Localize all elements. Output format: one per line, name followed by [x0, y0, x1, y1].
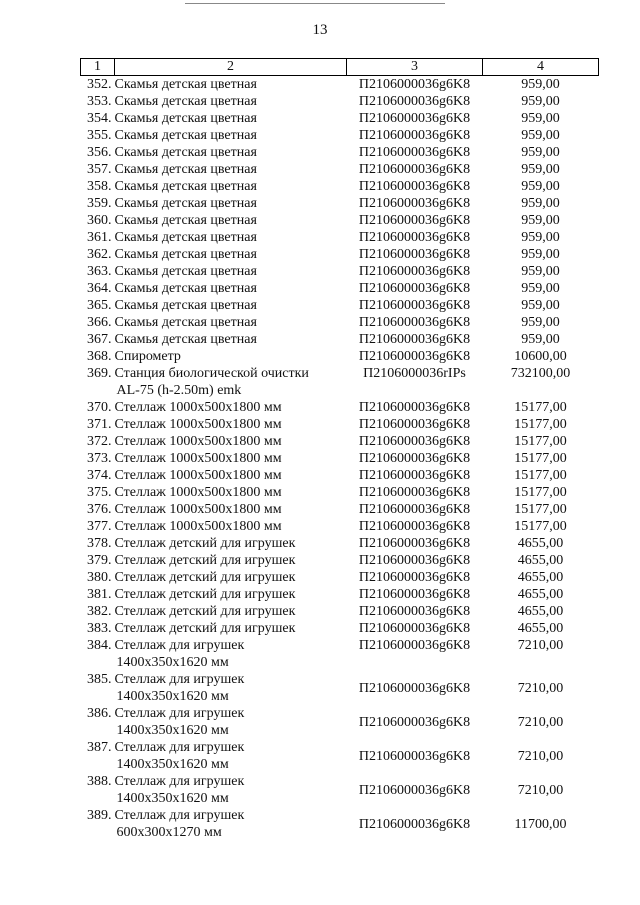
- item-name-cell: [115, 671, 347, 705]
- price: 4655,00: [517, 553, 564, 568]
- item-name: Скамья детская цветная: [114, 247, 257, 262]
- inventory-code: П2106000036g6K8: [358, 179, 471, 194]
- price: 15177,00: [514, 451, 567, 466]
- item-name: Стеллаж детский для игрушек: [114, 536, 296, 551]
- item-name: Стеллаж для игрушек: [114, 774, 245, 789]
- table-row: [81, 705, 599, 739]
- row-number: 389.: [87, 808, 112, 823]
- price: 15177,00: [514, 485, 567, 500]
- price: 959,00: [521, 196, 560, 211]
- item-name: Спирометр: [114, 349, 181, 364]
- row-number: 382.: [87, 604, 112, 619]
- inventory-code: П2106000036g6K8: [358, 782, 471, 798]
- item-name: Скамья детская цветная: [114, 94, 257, 109]
- price: 15177,00: [514, 400, 567, 415]
- row-number: 367.: [87, 332, 112, 347]
- column-header-number: 1: [81, 59, 115, 76]
- inventory-code: П2106000036g6K8: [358, 77, 471, 92]
- item-name-cell: [115, 586, 347, 603]
- row-number: 385.: [87, 672, 112, 687]
- item-name-continued: 1400х350х1620 мм: [116, 757, 229, 772]
- price: 15177,00: [514, 519, 567, 534]
- table-row: [81, 195, 599, 212]
- price: 7210,00: [517, 782, 564, 798]
- inventory-code: П2106000036g6K8: [358, 451, 471, 466]
- inventory-code: П2106000036g6K8: [358, 638, 471, 653]
- item-name-cell: [115, 178, 347, 195]
- inventory-code: П2106000036g6K8: [358, 264, 471, 279]
- item-name-cell: [115, 195, 347, 212]
- item-name-cell: [115, 569, 347, 586]
- row-number: 362.: [87, 247, 112, 262]
- inventory-code: П2106000036g6K8: [358, 298, 471, 313]
- inventory-code: П2106000036g6K8: [358, 145, 471, 160]
- inventory-code: П2106000036g6K8: [358, 230, 471, 245]
- row-number: 370.: [87, 400, 112, 415]
- table-row: [81, 110, 599, 127]
- table-row: [81, 739, 599, 773]
- price: 11700,00: [514, 816, 567, 832]
- item-name: Стеллаж 1000х500х1800 мм: [114, 434, 282, 449]
- table-row: [81, 76, 599, 94]
- price: 15177,00: [514, 468, 567, 483]
- item-name: Стеллаж для игрушек: [114, 672, 245, 687]
- inventory-code: П2106000036g6K8: [358, 816, 471, 832]
- inventory-code: П2106000036g6K8: [358, 213, 471, 228]
- row-number: 384.: [87, 638, 112, 653]
- item-name: Скамья детская цветная: [114, 196, 257, 211]
- item-name-continued: 600х300х1270 мм: [116, 825, 222, 840]
- item-name-cell: [115, 552, 347, 569]
- row-number: 383.: [87, 621, 112, 636]
- inventory-code: П2106000036g6K8: [358, 281, 471, 296]
- column-header-code: 3: [347, 59, 483, 76]
- table-row: [81, 586, 599, 603]
- item-name: Скамья детская цветная: [114, 230, 257, 245]
- row-number: 369.: [87, 366, 112, 381]
- table-body: [81, 76, 599, 842]
- table-row: [81, 416, 599, 433]
- item-name-cell: [115, 433, 347, 450]
- item-name: Стеллаж для игрушек: [114, 706, 245, 721]
- row-number: 359.: [87, 196, 112, 211]
- row-number: 368.: [87, 349, 112, 364]
- inventory-code: П2106000036g6K8: [358, 748, 471, 764]
- inventory-code: П2106000036g6K8: [358, 417, 471, 432]
- item-name-cell: [115, 705, 347, 739]
- row-number: 355.: [87, 128, 112, 143]
- item-name-cell: [115, 76, 347, 94]
- item-name: Стеллаж 1000х500х1800 мм: [114, 451, 282, 466]
- row-number: 381.: [87, 587, 112, 602]
- price: 959,00: [521, 128, 560, 143]
- price: 959,00: [521, 281, 560, 296]
- item-name: Скамья детская цветная: [114, 128, 257, 143]
- item-name-cell: [115, 212, 347, 229]
- item-name-cell: [115, 348, 347, 365]
- row-number: 363.: [87, 264, 112, 279]
- item-name: Скамья детская цветная: [114, 298, 257, 313]
- inventory-code: П2106000036g6K8: [358, 485, 471, 500]
- item-name-cell: [115, 484, 347, 501]
- row-number: 379.: [87, 553, 112, 568]
- column-header-name: 2: [115, 59, 347, 76]
- price: 959,00: [521, 230, 560, 245]
- inventory-code: П2106000036g6K8: [358, 570, 471, 585]
- row-number: 357.: [87, 162, 112, 177]
- price: 15177,00: [514, 434, 567, 449]
- row-number: 365.: [87, 298, 112, 313]
- item-name: Стеллаж 1000х500х1800 мм: [114, 468, 282, 483]
- item-name: Скамья детская цветная: [114, 111, 257, 126]
- item-name-cell: [115, 620, 347, 637]
- item-name: Стеллаж для игрушек: [114, 740, 245, 755]
- inventory-code: П2106000036g6K8: [358, 621, 471, 636]
- item-name-cell: [115, 450, 347, 467]
- inventory-code: П2106000036g6K8: [358, 519, 471, 534]
- table-row: [81, 467, 599, 484]
- table-header-row: [81, 59, 599, 76]
- table-row: [81, 297, 599, 314]
- row-number: 380.: [87, 570, 112, 585]
- table-row: [81, 178, 599, 195]
- price: 4655,00: [517, 587, 564, 602]
- table-row: [81, 331, 599, 348]
- table-row: [81, 773, 599, 807]
- item-name-cell: [115, 246, 347, 263]
- price: 4655,00: [517, 536, 564, 551]
- table-row: [81, 518, 599, 535]
- item-name: Скамья детская цветная: [114, 77, 257, 92]
- table-row: [81, 603, 599, 620]
- item-name: Стеллаж 1000х500х1800 мм: [114, 485, 282, 500]
- item-name: Скамья детская цветная: [114, 332, 257, 347]
- row-number: 356.: [87, 145, 112, 160]
- row-number: 387.: [87, 740, 112, 755]
- table-row: [81, 569, 599, 586]
- table-row: [81, 246, 599, 263]
- row-number: 373.: [87, 451, 112, 466]
- item-name-cell: [115, 637, 347, 671]
- price: 959,00: [521, 77, 560, 92]
- price: 7210,00: [517, 638, 564, 653]
- price: 959,00: [521, 213, 560, 228]
- item-name: Скамья детская цветная: [114, 162, 257, 177]
- table-row: [81, 484, 599, 501]
- item-name-continued: 1400х350х1620 мм: [116, 791, 229, 806]
- item-name: Стеллаж 1000х500х1800 мм: [114, 502, 282, 517]
- inventory-code: П2106000036rIPs: [363, 366, 466, 381]
- row-number: 376.: [87, 502, 112, 517]
- item-name-cell: [115, 501, 347, 518]
- item-name: Стеллаж детский для игрушек: [114, 621, 296, 636]
- item-name-cell: [115, 280, 347, 297]
- table-row: [81, 127, 599, 144]
- item-name-cell: [115, 739, 347, 773]
- price: 959,00: [521, 247, 560, 262]
- inventory-code: П2106000036g6K8: [358, 128, 471, 143]
- item-name-cell: [115, 518, 347, 535]
- table-row: [81, 399, 599, 416]
- price: 959,00: [521, 332, 560, 347]
- item-name-cell: [115, 297, 347, 314]
- page-number: 13: [312, 22, 328, 38]
- table-row: [81, 620, 599, 637]
- row-number: 374.: [87, 468, 112, 483]
- table-row: [81, 263, 599, 280]
- item-name-cell: [115, 144, 347, 161]
- inventory-code: П2106000036g6K8: [358, 111, 471, 126]
- item-name: Стеллаж детский для игрушек: [114, 553, 296, 568]
- item-name-cell: [115, 263, 347, 280]
- inventory-code: П2106000036g6K8: [358, 400, 471, 415]
- price: 4655,00: [517, 604, 564, 619]
- item-name-cell: [115, 161, 347, 178]
- table-row: [81, 535, 599, 552]
- item-name: Стеллаж детский для игрушек: [114, 587, 296, 602]
- table-row: [81, 807, 599, 841]
- item-name: Стеллаж детский для игрушек: [114, 604, 296, 619]
- table-row: [81, 93, 599, 110]
- item-name: Скамья детская цветная: [114, 264, 257, 279]
- row-number: 361.: [87, 230, 112, 245]
- inventory-table: [80, 58, 599, 841]
- item-name-cell: [115, 535, 347, 552]
- table-row: [81, 280, 599, 297]
- price: 959,00: [521, 94, 560, 109]
- table-row: [81, 501, 599, 518]
- item-name-cell: [115, 127, 347, 144]
- price: 10600,00: [514, 349, 567, 364]
- inventory-code: П2106000036g6K8: [358, 536, 471, 551]
- item-name-continued: 1400х350х1620 мм: [116, 689, 229, 704]
- row-number: 353.: [87, 94, 112, 109]
- row-number: 352.: [87, 77, 112, 92]
- price: 959,00: [521, 162, 560, 177]
- table-row: [81, 348, 599, 365]
- item-name: Скамья детская цветная: [114, 281, 257, 296]
- item-name: Стеллаж 1000х500х1800 мм: [114, 417, 282, 432]
- item-name-cell: [115, 416, 347, 433]
- item-name: Стеллаж для игрушек: [114, 808, 245, 823]
- item-name-cell: [115, 603, 347, 620]
- price: 959,00: [521, 264, 560, 279]
- table-row: [81, 314, 599, 331]
- price: 15177,00: [514, 417, 567, 432]
- table-row: [81, 433, 599, 450]
- item-name: Скамья детская цветная: [114, 213, 257, 228]
- table-row: [81, 552, 599, 569]
- table-row: [81, 365, 599, 399]
- item-name-cell: [115, 229, 347, 246]
- row-number: 375.: [87, 485, 112, 500]
- price: 959,00: [521, 111, 560, 126]
- inventory-code: П2106000036g6K8: [358, 434, 471, 449]
- table-row: [81, 229, 599, 246]
- price: 7210,00: [517, 680, 564, 696]
- item-name-cell: [115, 467, 347, 484]
- row-number: 371.: [87, 417, 112, 432]
- column-header-price: 4: [483, 59, 599, 76]
- table-row: [81, 161, 599, 178]
- inventory-code: П2106000036g6K8: [358, 604, 471, 619]
- item-name-cell: [115, 399, 347, 416]
- inventory-code: П2106000036g6K8: [358, 349, 471, 364]
- table-row: [81, 637, 599, 671]
- item-name-cell: [115, 93, 347, 110]
- item-name-continued: AL-75 (h-2.50m) emk: [116, 383, 242, 398]
- row-number: 372.: [87, 434, 112, 449]
- row-number: 377.: [87, 519, 112, 534]
- item-name: Стеллаж для игрушек: [114, 638, 245, 653]
- inventory-code: П2106000036g6K8: [358, 332, 471, 347]
- row-number: 386.: [87, 706, 112, 721]
- inventory-code: П2106000036g6K8: [358, 196, 471, 211]
- price: 732100,00: [510, 366, 571, 381]
- item-name: Скамья детская цветная: [114, 145, 257, 160]
- row-number: 388.: [87, 774, 112, 789]
- item-name-cell: [115, 110, 347, 127]
- table-row: [81, 671, 599, 705]
- item-name: Стеллаж 1000х500х1800 мм: [114, 400, 282, 415]
- inventory-code: П2106000036g6K8: [358, 247, 471, 262]
- item-name-cell: [115, 365, 347, 399]
- item-name-cell: [115, 331, 347, 348]
- row-number: 358.: [87, 179, 112, 194]
- price: 4655,00: [517, 621, 564, 636]
- inventory-code: П2106000036g6K8: [358, 587, 471, 602]
- inventory-code: П2106000036g6K8: [358, 680, 471, 696]
- price: 4655,00: [517, 570, 564, 585]
- item-name-cell: [115, 807, 347, 841]
- item-name-cell: [115, 314, 347, 331]
- inventory-code: П2106000036g6K8: [358, 502, 471, 517]
- price: 7210,00: [517, 714, 564, 730]
- row-number: 378.: [87, 536, 112, 551]
- row-number: 366.: [87, 315, 112, 330]
- inventory-code: П2106000036g6K8: [358, 468, 471, 483]
- price: 959,00: [521, 315, 560, 330]
- table-row: [81, 212, 599, 229]
- top-rule: [185, 3, 445, 4]
- price: 7210,00: [517, 748, 564, 764]
- item-name: Скамья детская цветная: [114, 315, 257, 330]
- price: 959,00: [521, 298, 560, 313]
- item-name-continued: 1400х350х1620 мм: [116, 655, 229, 670]
- item-name: Стеллаж 1000х500х1800 мм: [114, 519, 282, 534]
- item-name-cell: [115, 773, 347, 807]
- table-row: [81, 144, 599, 161]
- item-name-continued: 1400х350х1620 мм: [116, 723, 229, 738]
- price: 15177,00: [514, 502, 567, 517]
- inventory-code: П2106000036g6K8: [358, 94, 471, 109]
- inventory-code: П2106000036g6K8: [358, 553, 471, 568]
- row-number: 360.: [87, 213, 112, 228]
- item-name: Станция биологической очистки: [114, 366, 309, 381]
- row-number: 354.: [87, 111, 112, 126]
- price: 959,00: [521, 179, 560, 194]
- inventory-code: П2106000036g6K8: [358, 162, 471, 177]
- row-number: 364.: [87, 281, 112, 296]
- inventory-code: П2106000036g6K8: [358, 315, 471, 330]
- inventory-code: П2106000036g6K8: [358, 714, 471, 730]
- table-row: [81, 450, 599, 467]
- price: 959,00: [521, 145, 560, 160]
- item-name: Скамья детская цветная: [114, 179, 257, 194]
- item-name: Стеллаж детский для игрушек: [114, 570, 296, 585]
